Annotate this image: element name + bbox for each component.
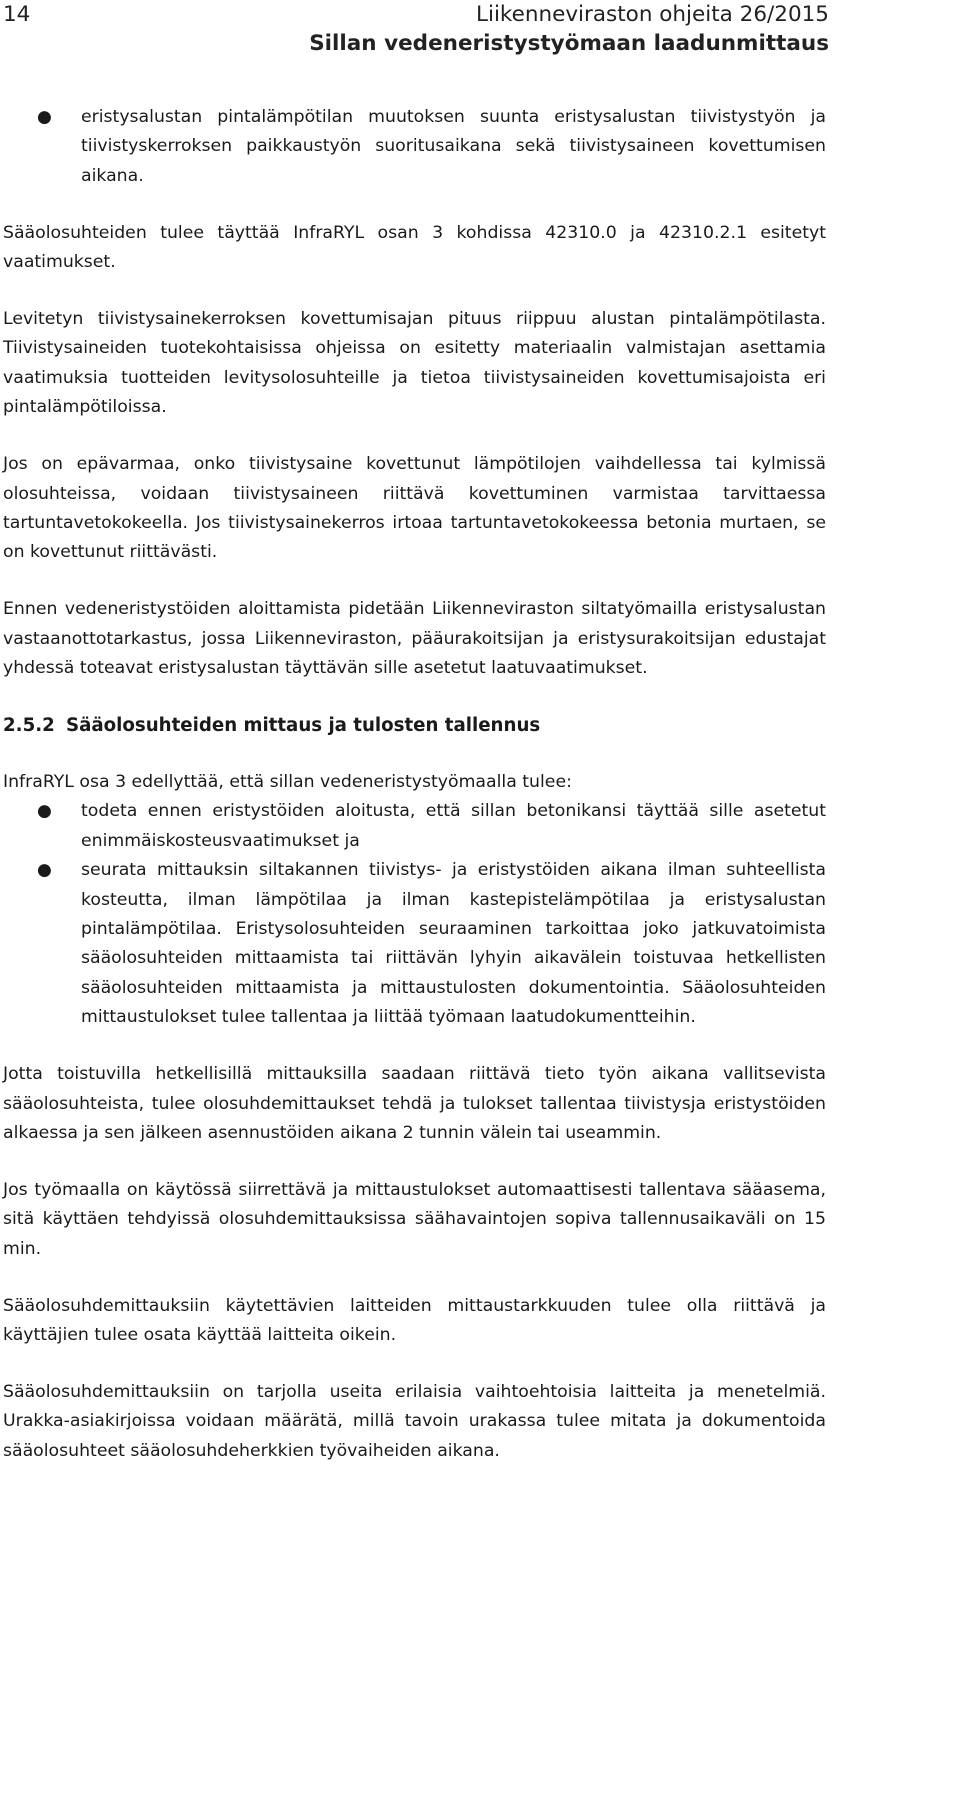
page-number: 14 bbox=[3, 2, 31, 27]
list-item bbox=[3, 797, 826, 856]
bullet-dot-icon: ● bbox=[37, 801, 52, 822]
section-heading bbox=[3, 711, 826, 741]
list-item-text: eristysalustan pintalämpötilan muutoksen suunta eristysalustan tiivistystyön ja tiivistyskerroksen paikkaustyön suoritusaikana sekä tiivistysaineen kovettumisen aikana. bbox=[81, 107, 826, 186]
bullet-dot-icon: ● bbox=[37, 860, 52, 881]
section-title: Sääolosuhteiden mittaus ja tulosten tallennus bbox=[66, 714, 541, 736]
section-bullet-list bbox=[3, 797, 826, 1032]
paragraph: Jotta toistuvilla hetkellisillä mittauksilla saadaan riittävä tieto työn aikana vallitsevista sääolosuhteista, tulee olosuhdemittaukset tehdä ja tulokset tallentaa tiivistysja eristystöiden alkaessa ja sen jälkeen asennustöiden aikana 2 tunnin välein tai useammin. bbox=[3, 1064, 826, 1143]
paragraph: Levitetyn tiivistysainekerroksen kovettumisajan pituus riippuu alustan pintalämpötilasta. Tiivistysaineiden tuotekohtaisissa ohjeissa on esitetty materiaalin valmistajan asettamia vaatimuksia tuotteiden levitysolosuhteille ja tietoa tiivistysaineiden kovettumisajoista eri pintalämpötiloissa. bbox=[3, 309, 826, 418]
intro-bullet-list bbox=[3, 103, 826, 191]
list-item-text: seurata mittauksin siltakannen tiivistys- ja eristystöiden aikana ilman suhteellista kosteutta, ilman lämpötilaa ja ilman kastepistelämpötilaa ja eristysalustan pintalämpötilaa. Eristysolosuhteiden seuraaminen tarkoittaa joko jatkuvatoimista sääolosuhteiden mittaamista tai riittävän lyhyin aikavälein toistuvaa hetkellisten sääolosuhteiden mittaamista ja mittaustulosten dokumentointia. Sääolosuhteiden mittaustulokset tulee tallentaa ja liittää työmaan laatudokumentteihin. bbox=[81, 860, 826, 1028]
bullet-dot-icon: ● bbox=[37, 107, 52, 127]
section-number: 2.5.2 bbox=[3, 714, 55, 736]
paragraph: Jos työmaalla on käytössä siirrettävä ja mittaustulokset automaattisesti tallentava sääasema, sitä käyttäen tehdyissä olosuhdemittauksissa säähavaintojen sopiva tallennusaikaväli on 15 min. bbox=[3, 1179, 826, 1259]
list-item bbox=[3, 856, 826, 1032]
paragraph: Ennen vedeneristystöiden aloittamista pidetään Liikenneviraston siltatyömailla eristysalustan vastaanottotarkastus, jossa Liikenneviraston, pääurakoitsijan ja eristysurakoitsijan edustajat yhdessä toteavat eristysalustan täyttävän sille asetetut laatuvaatimukset. bbox=[3, 599, 826, 679]
document-body bbox=[3, 103, 826, 1466]
paragraph: Jos on epävarmaa, onko tiivistysaine kovettunut lämpötilojen vaihdellessa tai kylmissä olosuhteissa, voidaan tiivistysaineen riittävä kovettuminen varmistaa tarvittaessa tartuntavetokokeella. Jos tiivistysainekerros irtoaa tartuntavetokokeessa betonia murtaen, se on kovettunut riittävästi. bbox=[3, 454, 826, 563]
paragraph: Sääolosuhteiden tulee täyttää InfraRYL osan 3 kohdissa 42310.0 ja 42310.2.1 esitetyt vaatimukset. bbox=[3, 222, 826, 273]
publication-series: Liikenneviraston ohjeita 26/2015 bbox=[476, 2, 829, 27]
section-intro: InfraRYL osa 3 edellyttää, että sillan vedeneristystyömaalla tulee: bbox=[3, 772, 572, 792]
paragraph: Sääolosuhdemittauksiin on tarjolla useita erilaisia vaihtoehtoisia laitteita ja menetelmiä. Urakka-asiakirjoissa voidaan määrätä, millä tavoin urakassa tulee mitata ja dokumentoida sääolosuhteet sääolosuhdeherkkien työvaiheiden aikana. bbox=[3, 1381, 826, 1461]
document-title: Sillan vedeneristystyömaan laadunmittaus bbox=[309, 31, 829, 56]
list-item-text: todeta ennen eristystöiden aloitusta, että sillan betonikansi täyttää sille asetetut enimmäiskosteusvaatimukset ja bbox=[81, 801, 826, 851]
page-header bbox=[0, 0, 960, 70]
list-item bbox=[3, 103, 826, 191]
paragraph: Sääolosuhdemittauksiin käytettävien laitteiden mittaustarkkuuden tulee olla riittävä ja käyttäjien tulee osata käyttää laitteita oikein. bbox=[3, 1295, 826, 1345]
